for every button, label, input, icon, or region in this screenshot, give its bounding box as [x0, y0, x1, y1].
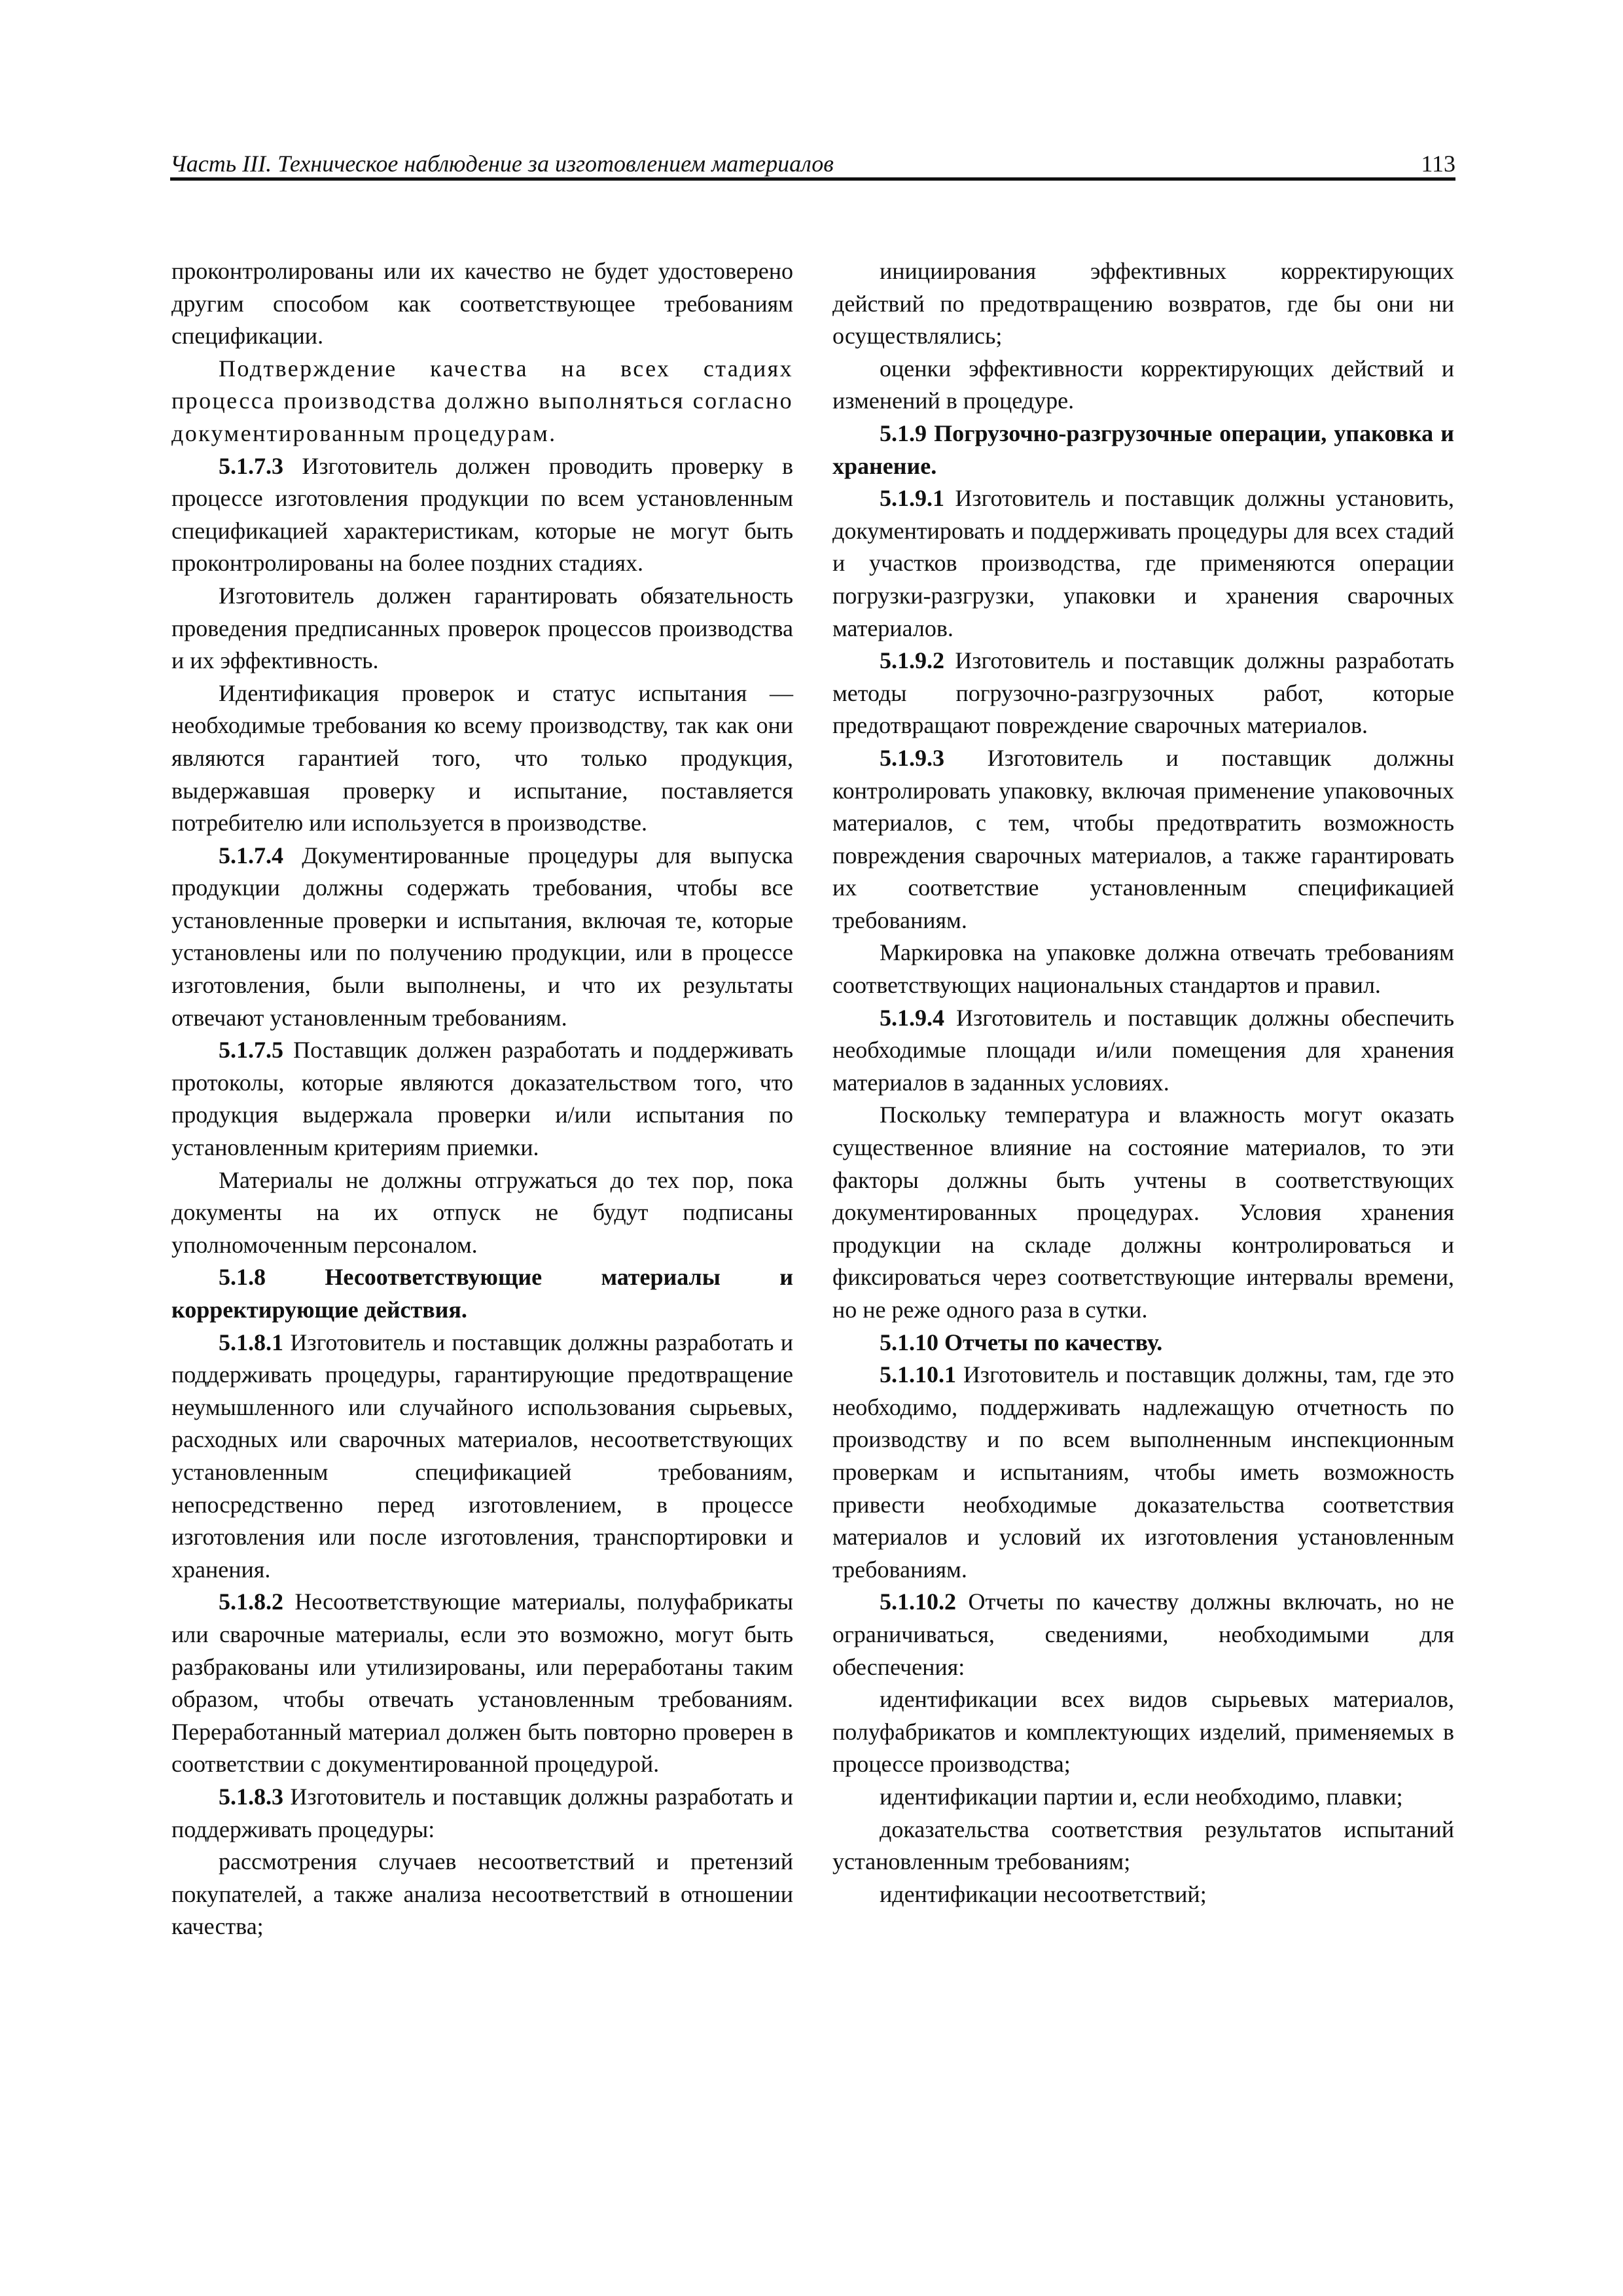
paragraph: 5.1.7.3 Изготовитель должен проводить проверку в процессе изготовления продукции по всем установленным спецификацией характеристикам, которые не могут быть проконтролированы на более поздних стадиях.: [171, 452, 793, 577]
paragraph: Подтверждение качества на всех стадиях процесса производства должно выполняться согласно документированным процедурам.: [171, 355, 793, 446]
clause-number: 5.1.7.3: [219, 452, 283, 479]
clause-number: 5.1.9.1: [880, 485, 944, 512]
clause-number: 5.1.9.3: [880, 744, 944, 771]
paragraph: 5.1.8.1 Изготовитель и поставщик должны разработать и поддерживать процедуры, гарантирующие предотвращение неумышленного или случайного использования сырьевых, расходных или сварочных материалов, несоответствующих установленным спецификацией требованиям, непосредственно перед изготовлением, в процессе изготовления или после изготовления, транспортировки и хранения.: [171, 1329, 793, 1583]
section-heading: 5.1.9 Погрузочно-разгрузочные операции, упаковка и хранение.: [832, 420, 1454, 479]
paragraph: Идентификация проверок и статус испытания — необходимые требования ко всему производству, так как они являются гарантией того, что только продукция, выдержавшая проверку и испытание, поставляется потребителю или используется в производстве.: [171, 679, 793, 836]
clause-number: 5.1.7.4: [219, 842, 283, 869]
paragraph: рассмотрения случаев несоответствий и претензий покупателей, а также анализа несоответствий в отношении качества;: [171, 1848, 793, 1940]
clause-number: 5.1.8.3: [219, 1783, 283, 1810]
paragraph: 5.1.9.1 Изготовитель и поставщик должны установить, документировать и поддерживать процедуры для всех стадий и участков производства, где применяются операции погрузки-разгрузки, упаковки и хранения сварочных материалов.: [832, 485, 1454, 641]
header-title: Часть III. Техническое наблюдение за изготовлением материалов: [170, 151, 834, 177]
paragraph: доказательства соответствия результатов испытаний установленным требованиям;: [832, 1816, 1454, 1875]
paragraph: идентификации партии и, если необходимо, плавки;: [880, 1783, 1403, 1810]
paragraph: идентификации несоответствий;: [880, 1880, 1207, 1907]
section-heading: 5.1.10 Отчеты по качеству.: [880, 1329, 1163, 1355]
paragraph: 5.1.9.4 Изготовитель и поставщик должны обеспечить необходимые площади и/или помещения для хранения материалов в заданных условиях.: [832, 1004, 1454, 1096]
clause-number: 5.1.8.2: [219, 1588, 283, 1615]
clause-number: 5.1.10.2: [880, 1588, 956, 1615]
clause-number: 5.1.10.1: [880, 1361, 956, 1388]
page-number: 113: [1421, 151, 1455, 177]
paragraph: 5.1.8.2 Несоответствующие материалы, полуфабрикаты или сварочные материалы, если это возможно, могут быть разбракованы или утилизированы, или переработаны таким образом, чтобы отвечать установленным требованиям. Переработанный материал должен быть повторно проверен в соответствии с документированной процедурой.: [171, 1588, 793, 1778]
clause-number: 5.1.8.1: [219, 1329, 283, 1355]
paragraph: оценки эффективности корректирующих действий и изменений в процедуре.: [832, 355, 1454, 414]
paragraph: 5.1.10.1 Изготовитель и поставщик должны, там, где это необходимо, поддерживать надлежащую отчетность по производству и по всем выполненным инспекционным проверкам и испытаниям, чтобы иметь возможность привести необходимые доказательства соответствия материалов и условий их изготовления установленным требованиям.: [832, 1361, 1454, 1583]
paragraph: идентификации всех видов сырьевых материалов, полуфабрикатов и комплектующих изделий, применяемых в процессе производства;: [832, 1686, 1454, 1778]
right-column: [832, 255, 1454, 1910]
left-column: [171, 255, 793, 1943]
paragraph: Маркировка на упаковке должна отвечать требованиям соответствующих национальных стандартов и правил.: [832, 939, 1454, 999]
paragraph: Материалы не должны отгружаться до тех пор, пока документы на их отпуск не будут подписаны уполномоченным персоналом.: [171, 1166, 793, 1258]
section-heading: 5.1.8 Несоответствующие материалы и корректирующие действия.: [171, 1264, 793, 1323]
clause-number: 5.1.7.5: [219, 1037, 283, 1064]
paragraph: 5.1.9.2 Изготовитель и поставщик должны разработать методы погрузочно-разгрузочных работ, которые предотвращают повреждение сварочных материалов.: [832, 647, 1454, 739]
clause-number: 5.1.9.2: [880, 647, 944, 674]
clause-number: 5.1.9.4: [880, 1004, 944, 1031]
paragraph: 5.1.9.3 Изготовитель и поставщик должны контролировать упаковку, включая применение упаковочных материалов, с тем, чтобы предотвратить возможность повреждения сварочных материалов, а также гарантировать их соответствие установленным спецификацией требованиям.: [832, 744, 1454, 933]
paragraph: 5.1.10.2 Отчеты по качеству должны включать, но не ограничиваться, сведениями, необходимыми для обеспечения:: [832, 1588, 1454, 1680]
paragraph: 5.1.8.3 Изготовитель и поставщик должны разработать и поддерживать процедуры:: [171, 1783, 793, 1842]
paragraph: инициирования эффективных корректирующих действий по предотвращению возвратов, где бы они ни осуществлялись;: [832, 258, 1454, 350]
paragraph: 5.1.7.4 Документированные процедуры для выпуска продукции должны содержать требования, чтобы все установленные проверки и испытания, включая те, которые установлены или по получению продукции, или в процессе изготовления, были выполнены, и что их результаты отвечают установленным требованиям.: [171, 842, 793, 1031]
paragraph: проконтролированы или их качество не будет удостоверено другим способом как соответствующее требованиям спецификации.: [171, 258, 793, 350]
paragraph: 5.1.7.5 Поставщик должен разработать и поддерживать протоколы, которые являются доказательством того, что продукция выдержала проверки и/или испытания по установленным критериям приемки.: [171, 1037, 793, 1161]
header-rule: [170, 177, 1455, 181]
running-header: [170, 140, 1455, 181]
paragraph: Изготовитель должен гарантировать обязательность проведения предписанных проверок процессов производства и их эффективность.: [171, 582, 793, 674]
paragraph: Поскольку температура и влажность могут оказать существенное влияние на состояние материалов, то эти факторы должны быть учтены в соответствующих документированных процедурах. Условия хранения продукции на складе должны контролироваться и фиксироваться через соответствующие интервалы времени, но не реже одного раза в сутки.: [832, 1102, 1454, 1323]
